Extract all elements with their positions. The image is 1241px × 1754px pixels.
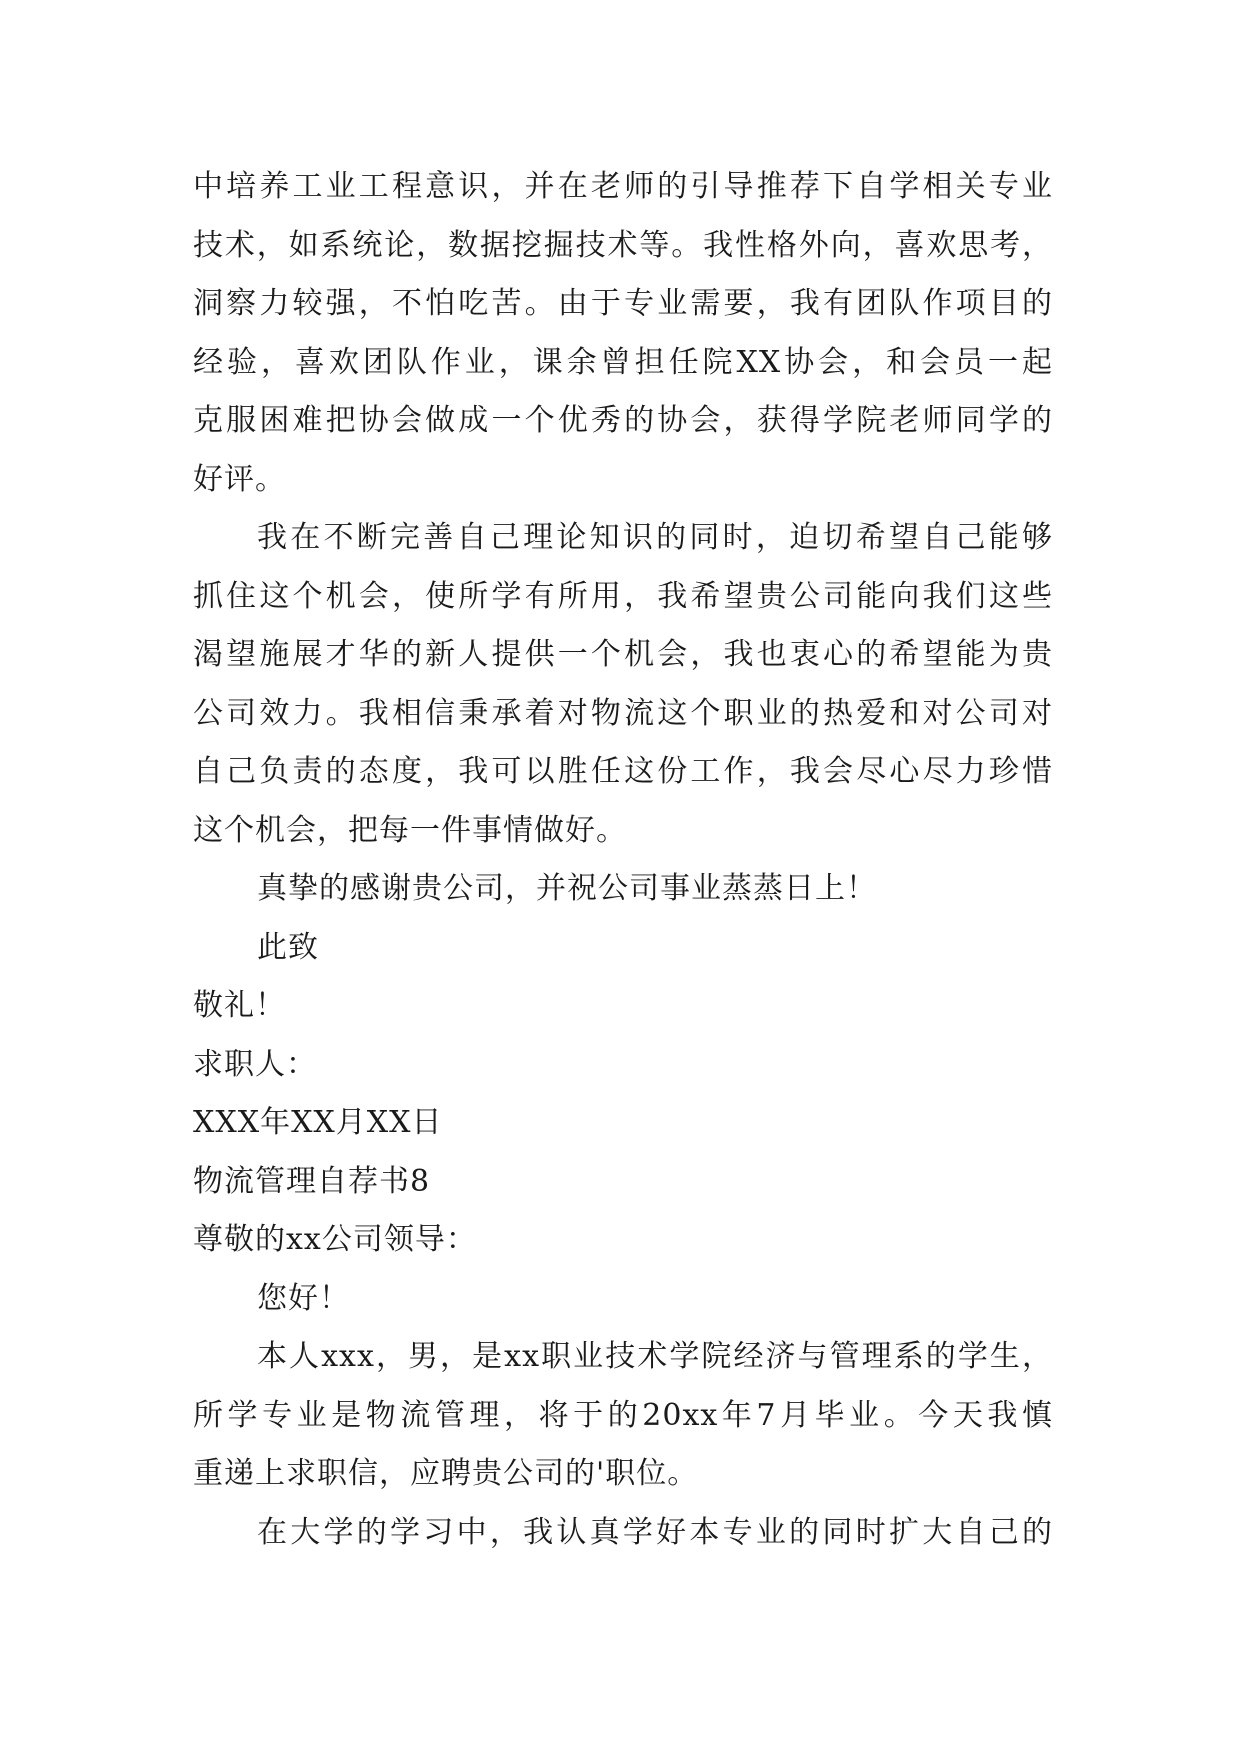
text-line: 所学专业是物流管理，将于的20xx年7月毕业。今天我慎 <box>193 1397 1053 1433</box>
text-line: 尊敬的xx公司领导： <box>193 1222 477 1257</box>
document-body <box>193 158 1053 1562</box>
text-line: 我在不断完善自己理论知识的同时，迫切希望自己能够 <box>257 520 1053 555</box>
text-line: 敬礼！ <box>193 988 286 1023</box>
text-line: 在大学的学习中，我认真学好本专业的同时扩大自己的 <box>257 1514 1053 1550</box>
text-line: 中培养工业工程意识，并在老师的引导推荐下自学相关专业 <box>193 169 1053 204</box>
text-line: 真挚的感谢贵公司，并祝公司事业蒸蒸日上！ <box>257 871 877 906</box>
text-line: 物流管理自荐书8 <box>193 1163 431 1199</box>
text-line: 经验，喜欢团队作业，课余曾担任院XX协会，和会员一起 <box>193 344 1053 380</box>
text-line: 您好！ <box>257 1280 350 1316</box>
text-line: 重递上求职信，应聘贵公司的'职位。 <box>193 1456 699 1491</box>
text-line: 公司效力。我相信秉承着对物流这个职业的热爱和对公司对 <box>193 695 1053 731</box>
text-line: 技术，如系统论，数据挖掘技术等。我性格外向，喜欢思考， <box>193 227 1053 263</box>
text-line: 洞察力较强，不怕吃苦。由于专业需要，我有团队作项目的 <box>193 286 1053 321</box>
text-line: 这个机会，把每一件事情做好。 <box>193 812 627 848</box>
text-line: 好评。 <box>193 461 286 497</box>
text-line: 此致 <box>257 929 319 965</box>
text-line: 自己负责的态度，我可以胜任这份工作，我会尽心尽力珍惜 <box>193 754 1053 789</box>
text-line: 抓住这个机会，使所学有所用，我希望贵公司能向我们这些 <box>193 578 1053 614</box>
text-line: 克服困难把协会做成一个优秀的协会，获得学院老师同学的 <box>193 403 1053 438</box>
text-line: 渴望施展才华的新人提供一个机会，我也衷心的希望能为贵 <box>193 637 1053 672</box>
text-line: XXX年XX月XX日 <box>193 1105 443 1140</box>
text-line: 本人xxx，男，是xx职业技术学院经济与管理系的学生， <box>257 1339 1053 1374</box>
text-line: 求职人： <box>193 1046 317 1082</box>
